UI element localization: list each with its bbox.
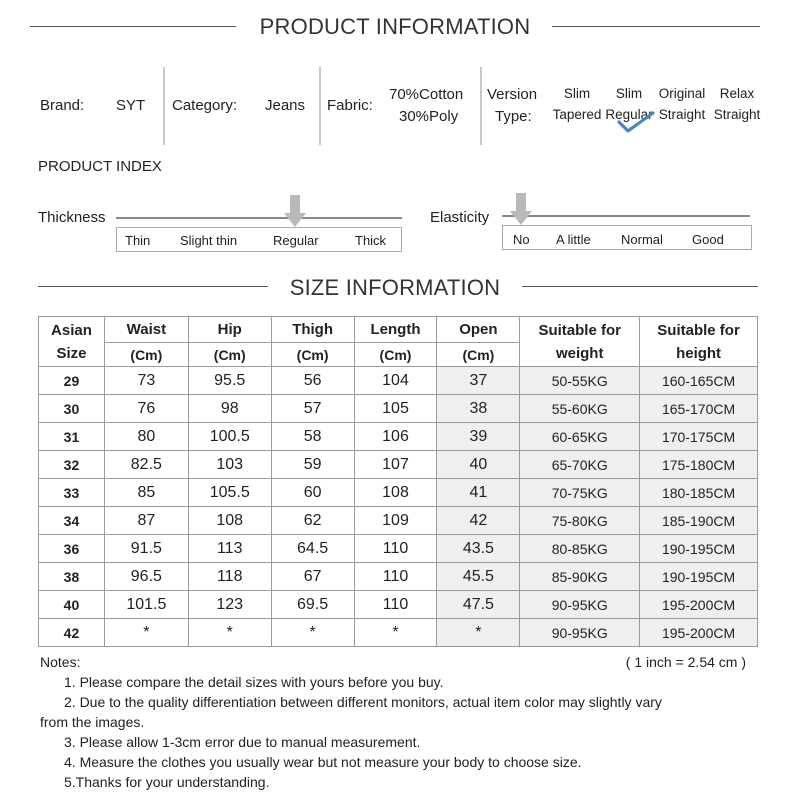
inch-conversion: ( 1 inch = 2.54 cm )	[625, 654, 746, 670]
notes-heading: Notes:	[40, 654, 81, 670]
cell-thigh: 58	[271, 423, 354, 451]
cell-open: 39	[437, 423, 520, 451]
cell-length: 104	[354, 367, 437, 395]
cell-open: *	[437, 619, 520, 647]
header-thigh: Thigh	[271, 317, 354, 343]
size-information-title: SIZE INFORMATION	[0, 275, 790, 301]
cell-weight: 65-70KG	[520, 451, 640, 479]
cell-height: 195-200CM	[640, 619, 758, 647]
cell-thigh: 67	[271, 563, 354, 591]
header-waist: Waist	[104, 317, 188, 343]
cell-size: 36	[39, 535, 105, 563]
cell-open: 45.5	[437, 563, 520, 591]
brand-value: SYT	[116, 97, 146, 114]
cell-hip: 108	[188, 507, 271, 535]
cell-waist: *	[104, 619, 188, 647]
brand-label: Brand:	[40, 97, 85, 114]
version-label-line1: Version	[487, 86, 538, 103]
elasticity-option-good: Good	[692, 232, 724, 247]
cell-hip: 100.5	[188, 423, 271, 451]
cell-open: 38	[437, 395, 520, 423]
thickness-option-regular: Regular	[273, 233, 319, 248]
cell-weight: 60-65KG	[520, 423, 640, 451]
cell-hip: 98	[188, 395, 271, 423]
table-row	[39, 619, 758, 647]
fabric-value-line2: 30%Poly	[399, 108, 459, 125]
unit-thigh: (Cm)	[271, 343, 354, 367]
table-row	[39, 507, 758, 535]
cell-size: 31	[39, 423, 105, 451]
cell-length: 105	[354, 395, 437, 423]
cell-thigh: 60	[271, 479, 354, 507]
cell-hip: *	[188, 619, 271, 647]
fabric-value-line1: 70%Cotton	[389, 86, 464, 103]
product-information-title: PRODUCT INFORMATION	[0, 14, 790, 40]
cell-length: 107	[354, 451, 437, 479]
table-row	[39, 395, 758, 423]
cell-waist: 101.5	[104, 591, 188, 619]
cell-height: 165-170CM	[640, 395, 758, 423]
cell-weight: 55-60KG	[520, 395, 640, 423]
category-value: Jeans	[265, 97, 306, 114]
cell-weight: 90-95KG	[520, 591, 640, 619]
elasticity-option-normal: Normal	[621, 232, 663, 247]
table-row	[39, 591, 758, 619]
table-row	[39, 535, 758, 563]
cell-hip: 105.5	[188, 479, 271, 507]
cell-height: 170-175CM	[640, 423, 758, 451]
header-suitable-weight: Suitable for weight	[520, 317, 640, 367]
version-option-original-straight: Original Straight	[658, 86, 706, 122]
cell-open: 40	[437, 451, 520, 479]
cell-height: 180-185CM	[640, 479, 758, 507]
thickness-option-thin: Thin	[125, 233, 151, 248]
cell-thigh: 69.5	[271, 591, 354, 619]
cell-size: 42	[39, 619, 105, 647]
cell-height: 195-200CM	[640, 591, 758, 619]
cell-height: 190-195CM	[640, 563, 758, 591]
cell-hip: 123	[188, 591, 271, 619]
note-item: from the images.	[40, 714, 145, 730]
cell-waist: 91.5	[104, 535, 188, 563]
unit-hip: (Cm)	[188, 343, 271, 367]
cell-open: 42	[437, 507, 520, 535]
table-row	[39, 367, 758, 395]
check-icon	[616, 110, 656, 136]
elasticity-label: Elasticity	[430, 209, 490, 226]
note-item: 1. Please compare the detail sizes with yours before you buy.	[64, 674, 444, 690]
cell-hip: 103	[188, 451, 271, 479]
unit-length: (Cm)	[354, 343, 437, 367]
version-option-slim-tapered: Slim Tapered	[552, 86, 602, 122]
down-arrow-icon	[284, 195, 306, 227]
divider	[163, 67, 165, 145]
version-label-line2: Type:	[495, 108, 532, 125]
table-header-row	[39, 317, 758, 343]
version-option-slim-regular: Slim Regular	[605, 86, 653, 122]
cell-weight: 90-95KG	[520, 619, 640, 647]
down-arrow-icon	[510, 193, 532, 225]
header-hip: Hip	[188, 317, 271, 343]
note-item: 5.Thanks for your understanding.	[64, 774, 270, 790]
table-row	[39, 563, 758, 591]
cell-waist: 87	[104, 507, 188, 535]
cell-hip: 95.5	[188, 367, 271, 395]
thickness-option-thick: Thick	[355, 233, 387, 248]
cell-length: 108	[354, 479, 437, 507]
cell-length: *	[354, 619, 437, 647]
cell-thigh: 56	[271, 367, 354, 395]
category-label: Category:	[172, 97, 238, 114]
cell-size: 38	[39, 563, 105, 591]
cell-waist: 85	[104, 479, 188, 507]
cell-weight: 85-90KG	[520, 563, 640, 591]
cell-size: 30	[39, 395, 105, 423]
cell-weight: 75-80KG	[520, 507, 640, 535]
unit-waist: (Cm)	[104, 343, 188, 367]
cell-open: 41	[437, 479, 520, 507]
size-table	[38, 316, 758, 647]
cell-size: 29	[39, 367, 105, 395]
version-option-relax-straight: Relax Straight	[713, 86, 761, 122]
cell-waist: 96.5	[104, 563, 188, 591]
cell-hip: 113	[188, 535, 271, 563]
cell-weight: 70-75KG	[520, 479, 640, 507]
cell-size: 32	[39, 451, 105, 479]
cell-thigh: 57	[271, 395, 354, 423]
cell-size: 33	[39, 479, 105, 507]
note-item: 2. Due to the quality differentiation between different monitors, actual item color may slightly vary	[64, 694, 662, 710]
product-info-row	[30, 62, 770, 150]
cell-thigh: 64.5	[271, 535, 354, 563]
cell-open: 43.5	[437, 535, 520, 563]
header-length: Length	[354, 317, 437, 343]
cell-length: 110	[354, 535, 437, 563]
cell-length: 110	[354, 563, 437, 591]
cell-waist: 76	[104, 395, 188, 423]
cell-length: 110	[354, 591, 437, 619]
cell-waist: 82.5	[104, 451, 188, 479]
cell-weight: 50-55KG	[520, 367, 640, 395]
cell-length: 106	[354, 423, 437, 451]
note-item: 4. Measure the clothes you usually wear but not measure your body to choose size.	[64, 754, 582, 770]
cell-thigh: 59	[271, 451, 354, 479]
thickness-track	[116, 217, 402, 219]
cell-size: 34	[39, 507, 105, 535]
unit-open: (Cm)	[437, 343, 520, 367]
table-row	[39, 479, 758, 507]
header-open: Open	[437, 317, 520, 343]
elasticity-option-a-little: A little	[556, 232, 591, 247]
header-asian-size: Asian Size	[39, 317, 105, 367]
cell-thigh: *	[271, 619, 354, 647]
product-index-title: PRODUCT INDEX	[38, 158, 162, 175]
divider	[319, 67, 321, 145]
cell-waist: 73	[104, 367, 188, 395]
cell-height: 160-165CM	[640, 367, 758, 395]
cell-open: 47.5	[437, 591, 520, 619]
elasticity-track	[502, 215, 750, 217]
cell-length: 109	[354, 507, 437, 535]
cell-height: 185-190CM	[640, 507, 758, 535]
table-row	[39, 423, 758, 451]
cell-size: 40	[39, 591, 105, 619]
cell-height: 190-195CM	[640, 535, 758, 563]
cell-thigh: 62	[271, 507, 354, 535]
fabric-label: Fabric:	[327, 97, 373, 114]
cell-hip: 118	[188, 563, 271, 591]
thickness-option-slight-thin: Slight thin	[180, 233, 238, 248]
cell-weight: 80-85KG	[520, 535, 640, 563]
table-row	[39, 451, 758, 479]
cell-waist: 80	[104, 423, 188, 451]
cell-open: 37	[437, 367, 520, 395]
elasticity-option-no: No	[513, 232, 530, 247]
header-suitable-height: Suitable for height	[640, 317, 758, 367]
thickness-label: Thickness	[38, 209, 106, 226]
divider	[480, 67, 482, 145]
note-item: 3. Please allow 1-3cm error due to manual measurement.	[64, 734, 421, 750]
cell-height: 175-180CM	[640, 451, 758, 479]
